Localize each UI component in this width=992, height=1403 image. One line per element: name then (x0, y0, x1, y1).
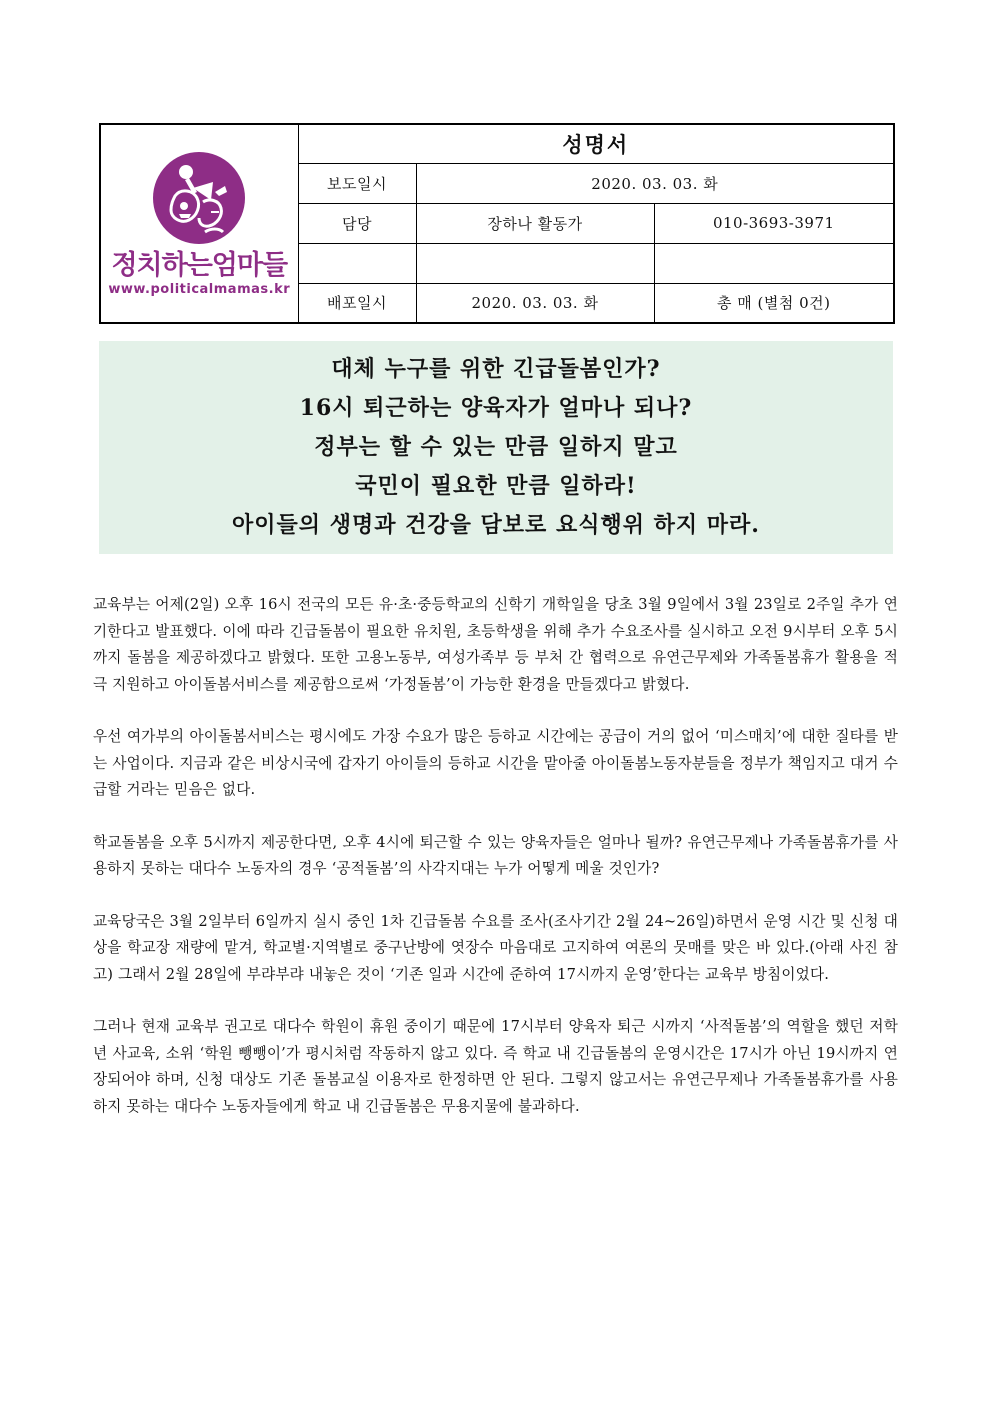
paragraph-2: 우선 여가부의 아이돌봄서비스는 평시에도 가장 수요가 많은 등하교 시간에는 공급이 거의 없어 ‘미스매치’에 대한 질타를 받는 사업이다. 지금과 같은 비상시국에 갑자기 아이들의 등하교 시간을 맡아줄 아이돌봄노동자분들을 정부가 책임지고 대거 수급할 거라는 믿음은 없다. (93, 728, 898, 798)
paragraph-4: 교육당국은 3월 2일부터 6일까지 실시 중인 1차 긴급돌봄 수요를 조사(조사기간 2월 24~26일)하면서 운영 시간 및 신청 대상을 학교장 재량에 맡겨, 학교별·지역별로 중구난방에 엿장수 마음대로 고지하여 여론의 뭇매를 맞은 바 있다.(아래 사진 참고) 그래서 2월 28일에 부랴부랴 내놓은 것이 ‘기존 일과 시간에 준하여 17시까지 운영’한다는 교육부 방침이었다. (93, 912, 898, 983)
release-date-value: 2020. 03. 03. 화 (416, 163, 894, 203)
paragraph-3: 학교돌봄을 오후 5시까지 제공한다면, 오후 4시에 퇴근할 수 있는 양육자들은 얼마나 될까? 유연근무제나 가족돌봄휴가를 사용하지 못하는 대다수 노동자의 경우 ‘공적돌봄’의 사각지대는 누가 어떻게 메울 것인가? (93, 833, 898, 877)
headline-box (99, 341, 893, 554)
logo-cell (100, 124, 298, 323)
contact-phone: 010-3693-3971 (654, 203, 894, 243)
logo-url[interactable]: www.politicalmamas.kr (108, 281, 291, 297)
document-title: 성명서 (298, 124, 894, 163)
logo-name: 정치하는엄마들 (111, 249, 288, 281)
statement-body (93, 592, 898, 1146)
headline-line-1: 대체 누구를 위한 긴급돌봄인가? (331, 356, 661, 382)
empty-value-2 (654, 243, 894, 283)
headline-line-3: 정부는 할 수 있는 만큼 일하지 말고 (314, 434, 678, 460)
distribution-date-label: 배포일시 (298, 283, 416, 323)
logo (101, 125, 298, 322)
paragraph-5: 그러나 현재 교육부 권고로 대다수 학원이 휴원 중이기 때문에 17시부터 양육자 퇴근 시까지 ‘사적돌봄’의 역할을 했던 저학년 사교육, 소위 ‘학원 뺑뺑이’가 평시처럼 작동하지 않고 있다. 즉 학교 내 긴급돌봄의 운영시간은 17시가 아닌 19시까지 연장되어야 하며, 신청 대상도 기존 돌봄교실 이용자로 한정하면 안 된다. 그렇지 않고서는 유연근무제나 가족돌봄휴가를 사용하지 못하는 대다수 노동자들에게 학교 내 긴급돌봄은 무용지물에 불과하다. (93, 1018, 898, 1115)
contact-person: 장하나 활동가 (416, 203, 654, 243)
headline-line-4: 국민이 필요한 만큼 일하라! (355, 473, 637, 499)
paragraph-1: 교육부는 어제(2일) 오후 16시 전국의 모든 유·초·중등학교의 신학기 개학일을 당초 3월 9일에서 3월 23일로 2주일 추가 연기한다고 발표했다. 이에 따라 긴급돌봄이 필요한 유치원, 초등학생을 위해 추가 수요조사를 실시하고 오전 9시부터 오후 5시까지 돌봄을 제공하겠다고 밝혔다. 또한 고용노동부, 여성가족부 등 부처 간 협력으로 유연근무제와 가족돌봄휴가 활용을 적극 지원하고 아이돌봄서비스를 제공함으로써 ‘가정돌봄’이 가능한 환경을 만들겠다고 밝혔다. (93, 596, 898, 693)
headline-line-5: 아이들의 생명과 건강을 담보로 요식행위 하지 마라. (232, 512, 760, 538)
distribution-date-value: 2020. 03. 03. 화 (416, 283, 654, 323)
release-date-label: 보도일시 (298, 163, 416, 203)
empty-value (416, 243, 654, 283)
headline-line-2: 16시 퇴근하는 양육자가 얼마나 되나? (299, 395, 693, 421)
page-count: 총 매 (별첨 0건) (654, 283, 894, 323)
megaphone-mother-icon (153, 152, 245, 244)
press-info-table (99, 123, 895, 324)
empty-label (298, 243, 416, 283)
contact-label: 담당 (298, 203, 416, 243)
